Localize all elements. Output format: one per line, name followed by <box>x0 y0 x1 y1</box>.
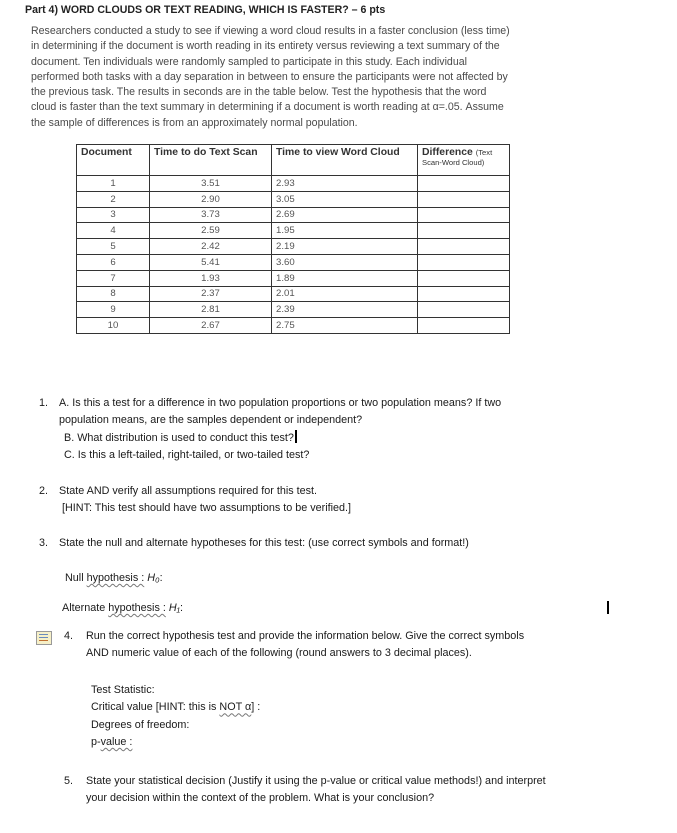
intro-line: in determining if the document is worth reading in its entirety versus reviewing a text summary of the <box>31 40 500 53</box>
cell-word-cloud: 3.60 <box>272 254 418 270</box>
critical-prefix: Critical value [HINT: this is <box>91 701 220 714</box>
intro-line: Researchers conducted a study to see if viewing a word cloud results in a faster conclusion (less time) <box>31 25 510 37</box>
q3-text: State the null and alternate hypotheses for this test: (use correct symbols and format!) <box>59 537 469 549</box>
intro-line: performed both tasks with a day separation in between to ensure the participants were not affected by <box>31 70 508 83</box>
q1a-text: A. Is this a test for a difference in two population proportions or two population means? If two <box>59 397 502 409</box>
q2-hint: [HINT: This test should have two assumptions to be verified.] <box>62 502 352 515</box>
cell-document: 4 <box>77 223 150 239</box>
cell-difference[interactable] <box>418 254 510 270</box>
intro-paragraph <box>31 24 566 131</box>
alt-hypothesis[interactable]: Alternate hypothesis : H₁: <box>62 602 184 614</box>
q4-answer-fields <box>91 682 260 751</box>
cell-difference[interactable] <box>418 223 510 239</box>
q5-text: State your statistical decision (Justify it using the p-value or critical value methods!) and interpret <box>86 775 546 787</box>
table-row <box>77 176 510 192</box>
intro-line: the sample of differences is from an approximately normal population. <box>31 116 358 129</box>
intro-line: cloud is faster than the text summary in determining if a document is worth reading at α=.05. Assume <box>31 101 504 114</box>
text-cursor <box>295 430 297 443</box>
test-statistic-label[interactable]: Test Statistic: <box>91 684 155 696</box>
alt-prefix: Alternate <box>62 602 109 614</box>
cell-document: 7 <box>77 270 150 286</box>
critical-not: NOT α <box>219 701 252 714</box>
null-prefix: Null <box>65 572 87 584</box>
q4-text: Run the correct hypothesis test and provide the information below. Give the correct symbols <box>86 630 525 642</box>
intro-line: document. Ten individuals were randomly sampled to participate in this study. Each individual <box>31 55 467 68</box>
header-difference-note1: (Text <box>475 148 493 157</box>
q1a-text-cont: population means, are the samples dependent or independent? <box>59 414 363 427</box>
header-difference-note2: Scan-Word Cloud) <box>422 158 485 167</box>
cell-difference[interactable] <box>418 239 510 255</box>
cell-document: 10 <box>77 318 150 334</box>
cell-document: 9 <box>77 302 150 318</box>
cell-word-cloud: 1.95 <box>272 223 418 239</box>
cell-difference[interactable] <box>418 176 510 192</box>
cell-word-cloud: 3.05 <box>272 191 418 207</box>
intro-line: the previous task. The results in seconds are in the table below. Test the hypothesis that the word <box>31 86 487 99</box>
question-3 <box>39 535 469 552</box>
table-row <box>77 254 510 270</box>
cell-text-scan: 5.41 <box>150 254 272 270</box>
q5-text-cont: your decision within the context of the problem. What is your conclusion? <box>86 792 435 805</box>
question-5 <box>64 773 546 808</box>
cell-difference[interactable] <box>418 270 510 286</box>
header-document: Document <box>77 145 150 176</box>
cell-difference[interactable] <box>418 302 510 318</box>
cell-word-cloud: 2.75 <box>272 318 418 334</box>
q5-number: 5. <box>64 775 74 787</box>
p-value-label[interactable] <box>91 734 260 751</box>
header-word-cloud: Time to view Word Cloud <box>272 145 418 176</box>
null-hypothesis[interactable]: Null hypothesis : H₀: <box>65 572 163 584</box>
cell-word-cloud: 2.69 <box>272 207 418 223</box>
q1-number: 1. <box>39 397 49 409</box>
cell-text-scan: 2.67 <box>150 318 272 334</box>
table-row <box>77 191 510 207</box>
table-header-row <box>77 145 510 176</box>
cell-text-scan: 3.51 <box>150 176 272 192</box>
cell-document: 6 <box>77 254 150 270</box>
cell-difference[interactable] <box>418 207 510 223</box>
q2-number: 2. <box>39 485 49 497</box>
table-row <box>77 223 510 239</box>
table-row <box>77 318 510 334</box>
cell-text-scan: 2.90 <box>150 191 272 207</box>
alt-symbol: H₁ <box>168 602 181 614</box>
q4-text-cont: AND numeric value of each of the following (round answers to 3 decimal places). <box>86 647 472 660</box>
cell-text-scan: 2.59 <box>150 223 272 239</box>
table-row <box>77 270 510 286</box>
null-symbol: H₀ <box>147 572 160 584</box>
question-1 <box>39 395 501 464</box>
cell-difference[interactable] <box>418 191 510 207</box>
question-4 <box>64 628 524 663</box>
cell-text-scan: 3.73 <box>150 207 272 223</box>
critical-value-label[interactable] <box>91 699 260 716</box>
data-table <box>76 144 510 334</box>
ibeam-cursor-icon <box>607 601 609 614</box>
page-title: Part 4) WORD CLOUDS OR TEXT READING, WHICH IS FASTER? – 6 pts <box>25 4 386 16</box>
table-row <box>77 207 510 223</box>
cell-text-scan: 1.93 <box>150 270 272 286</box>
cell-document: 1 <box>77 176 150 192</box>
alt-word: hypothesis : <box>108 602 166 614</box>
cell-difference[interactable] <box>418 318 510 334</box>
q1c-text: C. Is this a left-tailed, right-tailed, or two-tailed test? <box>64 448 310 461</box>
cell-word-cloud: 2.19 <box>272 239 418 255</box>
cell-word-cloud: 2.01 <box>272 286 418 302</box>
header-difference-label: Difference <box>422 147 473 158</box>
critical-suffix: ] : <box>251 701 261 714</box>
table-row <box>77 239 510 255</box>
cell-document: 8 <box>77 286 150 302</box>
cell-word-cloud: 2.39 <box>272 302 418 318</box>
cell-word-cloud: 2.93 <box>272 176 418 192</box>
header-text-scan: Time to do Text Scan <box>150 145 272 176</box>
note-icon[interactable] <box>36 631 52 645</box>
table-row <box>77 286 510 302</box>
header-difference <box>418 145 510 176</box>
table-row <box>77 302 510 318</box>
null-word: hypothesis : <box>86 572 145 584</box>
cell-difference[interactable] <box>418 286 510 302</box>
q3-number: 3. <box>39 537 49 549</box>
q2-text: State AND verify all assumptions required for this test. <box>59 485 318 497</box>
cell-document: 3 <box>77 207 150 223</box>
cell-word-cloud: 1.89 <box>272 270 418 286</box>
q1b-text: B. What distribution is used to conduct this test? <box>64 431 294 444</box>
dof-label[interactable]: Degrees of freedom: <box>91 718 190 731</box>
cell-document: 2 <box>77 191 150 207</box>
p-prefix: p- <box>91 735 101 748</box>
cell-text-scan: 2.81 <box>150 302 272 318</box>
question-2 <box>39 483 351 518</box>
q4-number: 4. <box>64 630 74 642</box>
cell-document: 5 <box>77 239 150 255</box>
cell-text-scan: 2.42 <box>150 239 272 255</box>
cell-text-scan: 2.37 <box>150 286 272 302</box>
p-word: value : <box>100 735 133 748</box>
